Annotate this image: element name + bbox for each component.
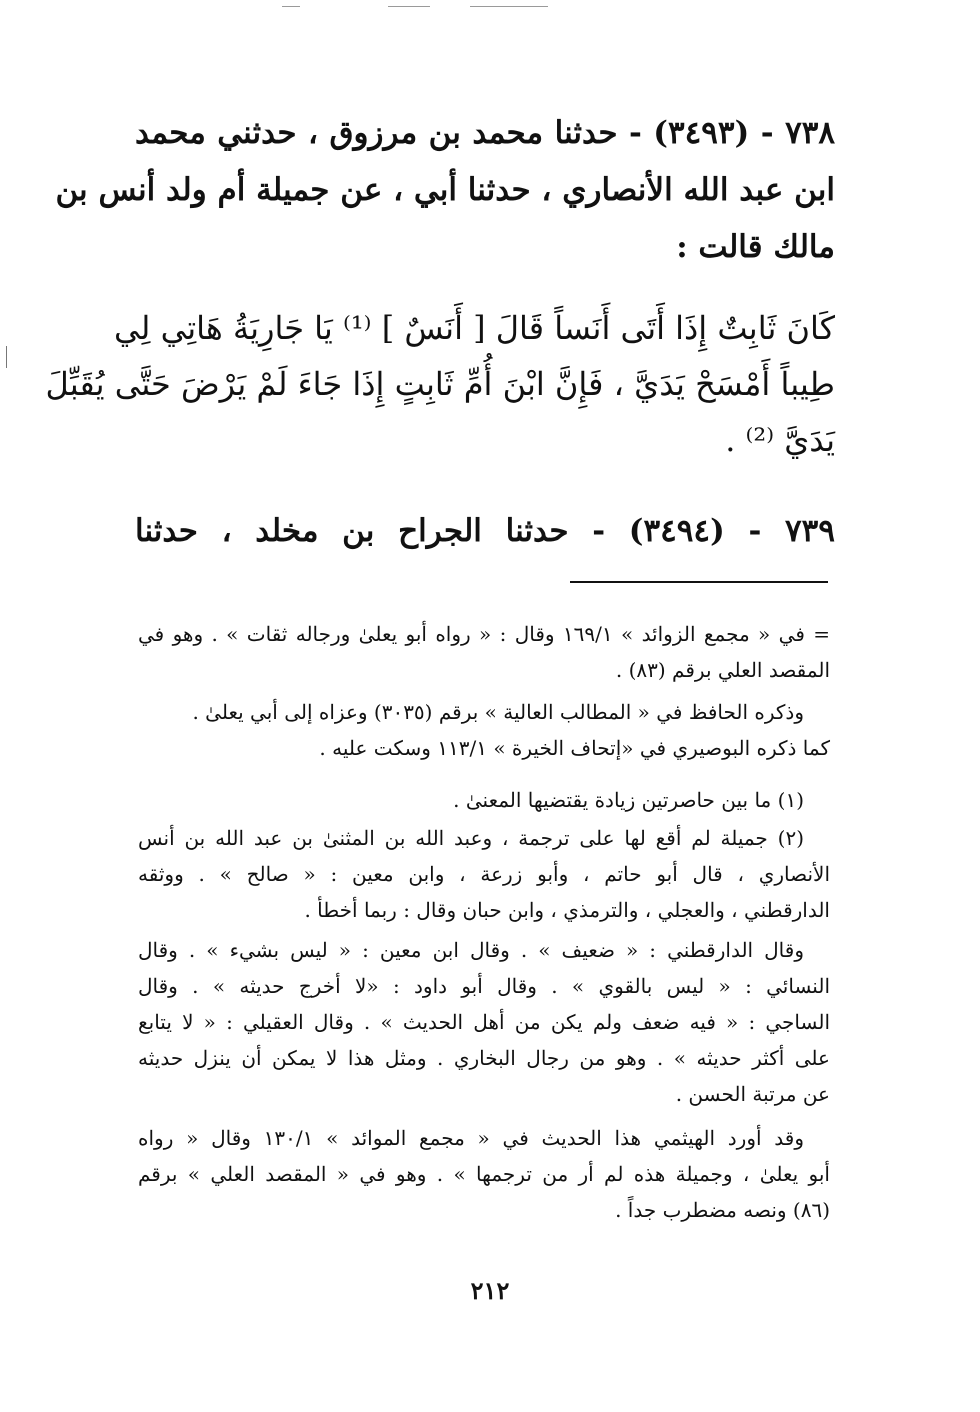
footnote-separator — [570, 581, 828, 583]
footnote-2-line-1: (٢) جميلة لم أقع لها على ترجمة ، وعبد الله بن المثنىٰ بن عبد الله بن أنس — [138, 826, 804, 850]
entry-738-line-2: ابن عبد الله الأنصاري ، حدثنا أبي ، عن جميلة أم ولد أنس بن — [55, 172, 835, 208]
footnote-2b-line-2: النسائي : « ليس بالقوي » . وقال أبو داود : «لا أخرج حديثه » . وقال — [138, 974, 830, 998]
footnote-2b-line-4: على أكثر حديثه » . وهو من رجال البخاري . ومثل هذا لا يمكن أن ينزل حديثه — [138, 1046, 830, 1070]
hadith-line-1: كَانَ ثَابِتٌ إِذَا أَتَى أَنَساً قَالَ [ أَنَسٌ ] ⁽¹⁾ يَا جَارِيَةُ هَاتِي لِي — [113, 309, 835, 347]
footnote-continuation-line-2: المقصد العلي برقم (٨٣) . — [615, 658, 830, 682]
footnote-2c-line-1: وقد أورد الهيثمي هذا الحديث في « مجمع الموائد » ١٣٠/١ وقال « رواه — [138, 1126, 804, 1150]
footnote-2c-line-2: أبو يعلىٰ ، وجميلة هذه لم أر من ترجمها » . وهو في « المقصد العلي » برقم — [138, 1162, 830, 1186]
hadith-line-2: طِيباً أَمْسَحْ يَدَيَّ ، فَإِنَّ ابْنَ أُمِّ ثَابِتٍ إِذَا جَاءَ لَمْ يَرْضَ حَتَّى يُقَبِّلَ — [45, 365, 835, 403]
hadith-line-3: يَدَيَّ ⁽²⁾ . — [725, 421, 835, 459]
page-number: ٢١٢ — [470, 1276, 510, 1305]
footnote-2b-line-1: وقال الدارقطني : « ضعيف » . وقال ابن معين : « ليس بشيء » . وقال — [138, 938, 804, 962]
footnote-2-line-2: الأنصاري ، قال أبو حاتم ، وأبو زرعة ، وابن معين : « صالح » . ووثقه — [138, 862, 830, 886]
entry-738-line-1: ٧٣٨ - (٣٤٩٣) - حدثنا محمد بن مرزوق ، حدثني محمد — [135, 115, 836, 151]
margin-mark — [6, 346, 7, 368]
footnote-hafiz-line-2: كما ذكره البوصيري في «إتحاف الخيرة » ١١٣/١ وسكت عليه . — [319, 736, 830, 760]
entry-739-line-1: ٧٣٩ - (٣٤٩٤) - حدثنا الجراح بن مخلد ، حدثنا — [135, 513, 835, 549]
footnote-1: (١) ما بين حاصرتين زيادة يقتضيها المعنىٰ . — [453, 788, 804, 812]
footnote-2-line-3: الدارقطني ، والعجلي ، والترمذي ، وابن حبان وقال : ربما أخطأ . — [304, 898, 830, 922]
footnote-continuation-line-1: = في « مجمع الزوائد » ١٦٩/١ وقال : « رواه أبو يعلىٰ ورجاله ثقات » . وهو في — [138, 622, 830, 646]
footnote-hafiz-line-1: وذكره الحافظ في « المطالب العالية » برقم (٣٠٣٥) وعزاه إلى أبي يعلىٰ . — [192, 700, 804, 724]
footnote-2c-line-3: (٨٦) ونصه مضطرب جداً . — [615, 1198, 830, 1222]
footnote-2b-line-3: الساجي : « فيه ضعف ولم يكن من أهل الحديث » . وقال العقيلي : « لا يتابع — [138, 1010, 830, 1034]
top-edge-rules — [0, 6, 980, 12]
footnote-2b-line-5: عن مرتبة الحسن . — [675, 1082, 830, 1106]
entry-738-line-3: مالك قالت : — [676, 229, 835, 265]
